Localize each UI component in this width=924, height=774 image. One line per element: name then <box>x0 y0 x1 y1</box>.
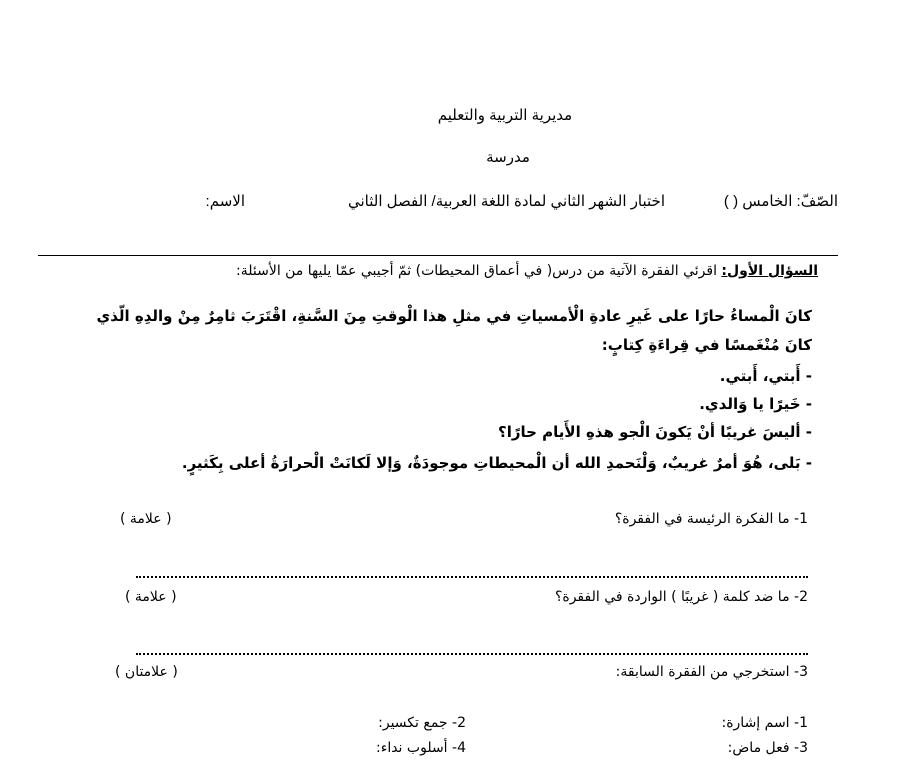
school-label: مدرسة <box>486 149 530 166</box>
class-label: الصّفّ: الخامس ( ) <box>723 193 838 210</box>
answer-line-1[interactable] <box>136 576 808 578</box>
passage-line: - أليسَ غريبًا أنْ يَكونَ الْجو هذهِ الأَيام حارًا؟ <box>498 423 812 441</box>
extract-item-2: 2- جمع تكسير: <box>378 715 466 731</box>
mark-3: ( علامتان ) <box>115 664 178 680</box>
passage-line: كانَ مُنْغَمسًا في قِراءَةِ كِتابٍ: <box>601 336 812 354</box>
question-item-2: 2- ما ضد كلمة ( غريبًا ) الواردة في الفقرة؟ <box>554 589 808 605</box>
passage-line: كانَ الْمساءُ حارًا على غَيرِ عادةِ الْأمسياتِ في مثلِ هذا الْوقتِ مِنَ السَّنةِ، اقْتَرَبَ ثامِرٌ مِنْ والدِهِ الّذي <box>96 307 812 325</box>
extract-item-3: 3- فعل ماض: <box>727 740 808 756</box>
passage-line: - خَيرًا يا وَالدي. <box>699 395 812 413</box>
passage-line: - أَبتي، أَبتي. <box>719 367 812 385</box>
question-item-3: 3- استخرجي من الفقرة السابقة: <box>615 664 808 680</box>
passage-line: - بَلى، هُوَ أمرٌ غريبٌ، وَلْنَحمدِ الله أن الْمحيطاتِ موجودَةٌ، وَإلا لَكانَتْ الْحرارَةُ أعلى بِكَثيرٍ. <box>181 454 812 472</box>
extract-item-4: 4- أسلوب نداء: <box>376 740 466 756</box>
header-divider <box>38 255 838 256</box>
mark-1: ( علامة ) <box>120 511 172 527</box>
answer-line-2[interactable] <box>136 653 808 655</box>
exam-title: اختبار الشهر الثاني لمادة اللغة العربية/ الفصل الثاني <box>348 193 665 210</box>
question1-title: السؤال الأول: <box>721 263 818 279</box>
directorate-title: مديرية التربية والتعليم <box>437 107 573 124</box>
mark-2: ( علامة ) <box>125 589 177 605</box>
name-label: الاسم: <box>205 193 245 210</box>
extract-item-1: 1- اسم إشارة: <box>721 715 808 731</box>
question1-heading <box>236 264 818 278</box>
question1-instruction: اقرئي الفقرة الآتية من درس( في أعماق المحيطات) ثمّ أجيبي عمّا يليها من الأسئلة: <box>236 263 722 279</box>
question-item-1: 1- ما الفكرة الرئيسة في الفقرة؟ <box>614 511 808 527</box>
